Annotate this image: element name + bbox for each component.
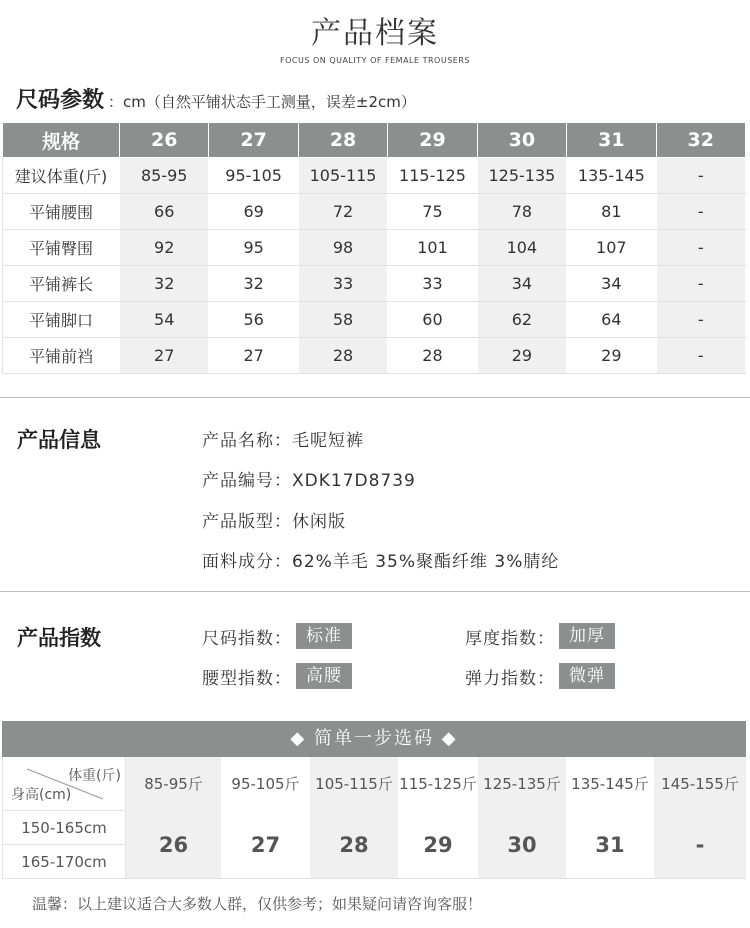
table-cell: - [656,302,745,338]
table-row-label: 平铺前裆 [3,338,120,374]
index-item-name: 尺码指数： [202,628,292,649]
weight-header: 135-145斤 [571,775,649,793]
section-divider [0,397,750,398]
weight-header: 85-95斤 [126,757,221,811]
table-row [3,266,746,302]
table-cell: 28 [388,338,477,374]
index-item-tag: 高腰 [296,663,352,689]
table-cell: 69 [209,194,298,230]
table-cell: 34 [477,266,566,302]
size-table-header: 32 [656,123,745,158]
table-row-label: 平铺臀围 [3,230,120,266]
index-item-size [202,623,352,649]
size-table-header: 28 [298,123,387,158]
info-line-code: 产品编号：XDK17D8739 [202,471,416,491]
table-cell: 95 [209,230,298,266]
table-cell: 58 [298,302,387,338]
index-item-tag: 加厚 [559,623,615,649]
table-cell: 32 [120,266,209,302]
table-cell: 98 [298,230,387,266]
section-divider [0,591,750,592]
table-cell: 78 [477,194,566,230]
corner-weight-label: 体重(斤) [68,768,121,784]
table-cell: - [656,266,745,302]
table-cell: 33 [298,266,387,302]
table-cell: - [656,194,745,230]
index-item-waist [202,663,352,689]
table-row-label: 平铺裤长 [3,266,120,302]
size-table-header: 27 [209,123,298,158]
table-row [3,194,746,230]
size-section-note: ：cm（自然平铺状态手工测量，误差±2cm） [108,93,416,111]
table-cell: 32 [209,266,298,302]
table-cell: 27 [120,338,209,374]
table-cell: 92 [120,230,209,266]
table-cell: 27 [209,338,298,374]
recommended-size: 29 [398,811,478,879]
table-cell: 62 [477,302,566,338]
size-table [2,122,746,374]
index-item-name: 腰型指数： [202,668,292,689]
recommended-size: 28 [310,811,398,879]
index-item-name: 厚度指数： [465,628,555,649]
size-table-header: 31 [567,123,656,158]
table-cell: - [656,338,745,374]
recommended-size: 26 [126,811,221,879]
weight-header: 115-125斤 [399,775,477,793]
size-picker-grid [2,757,746,879]
index-section-label: 产品指数 [17,626,101,650]
weight-header: 95-105斤 [231,775,300,793]
table-cell: 115-125 [388,158,477,194]
recommended-size: 31 [566,811,654,879]
size-table-header: 30 [477,123,566,158]
recommended-size: 30 [478,811,566,879]
table-cell: - [656,158,745,194]
index-item-stretch [465,663,615,689]
size-table-header: 26 [120,123,209,158]
table-row-label: 建议体重(斤) [3,158,120,194]
footer-tip: 温馨：以上建议适合大多数人群，仅供参考；如果疑问请咨询客服！ [32,895,483,913]
table-cell: 101 [388,230,477,266]
recommended-size: - [654,811,746,879]
table-cell: 34 [567,266,656,302]
info-line-name: 产品名称：毛呢短裤 [202,431,364,451]
page-subtitle: FOCUS ON QUALITY OF FEMALE TROUSERS [280,56,470,65]
table-cell: 64 [567,302,656,338]
table-cell: 72 [298,194,387,230]
table-cell: - [656,230,745,266]
index-item-tag: 标准 [296,623,352,649]
page-title: 产品档案 [311,16,439,51]
info-section-label: 产品信息 [17,428,101,452]
table-row [3,302,746,338]
index-item-name: 弹力指数： [465,668,555,689]
table-row-label: 平铺腰围 [3,194,120,230]
table-row [3,338,746,374]
height-row-label: 150-165cm [2,811,126,845]
table-cell: 107 [567,230,656,266]
table-cell: 104 [477,230,566,266]
table-cell: 81 [567,194,656,230]
size-section-heading [16,83,416,114]
weight-header: 145-155斤 [654,757,746,811]
table-cell: 66 [120,194,209,230]
table-cell: 105-115 [298,158,387,194]
size-table-header: 29 [388,123,477,158]
table-row [3,230,746,266]
table-cell: 29 [567,338,656,374]
table-cell: 54 [120,302,209,338]
weight-header: 105-115斤 [310,757,398,811]
info-line-fabric: 面料成分：62%羊毛 35%聚酯纤维 3%腈纶 [202,552,560,572]
info-line-fit: 产品版型：休闲版 [202,512,346,532]
table-cell: 56 [209,302,298,338]
table-cell: 33 [388,266,477,302]
size-section-label: 尺码参数 [16,88,105,113]
size-picker-corner [2,757,126,811]
index-item-thickness [465,623,615,649]
table-cell: 28 [298,338,387,374]
table-cell: 60 [388,302,477,338]
table-cell: 125-135 [477,158,566,194]
weight-header: 125-135斤 [478,757,566,811]
table-row-label: 平铺脚口 [3,302,120,338]
height-row-label: 165-170cm [2,845,126,879]
page-header [0,8,750,65]
table-row [3,158,746,194]
table-cell: 135-145 [567,158,656,194]
corner-height-label: 身高(cm) [11,787,72,803]
table-cell: 29 [477,338,566,374]
size-picker-title: ◆ 简单一步选码 ◆ [2,721,746,757]
size-table-header: 规格 [3,123,120,158]
size-table-header-row [3,123,746,158]
table-cell: 95-105 [209,158,298,194]
table-cell: 75 [388,194,477,230]
table-cell: 85-95 [120,158,209,194]
index-item-tag: 微弹 [559,663,615,689]
recommended-size: 27 [221,811,310,879]
